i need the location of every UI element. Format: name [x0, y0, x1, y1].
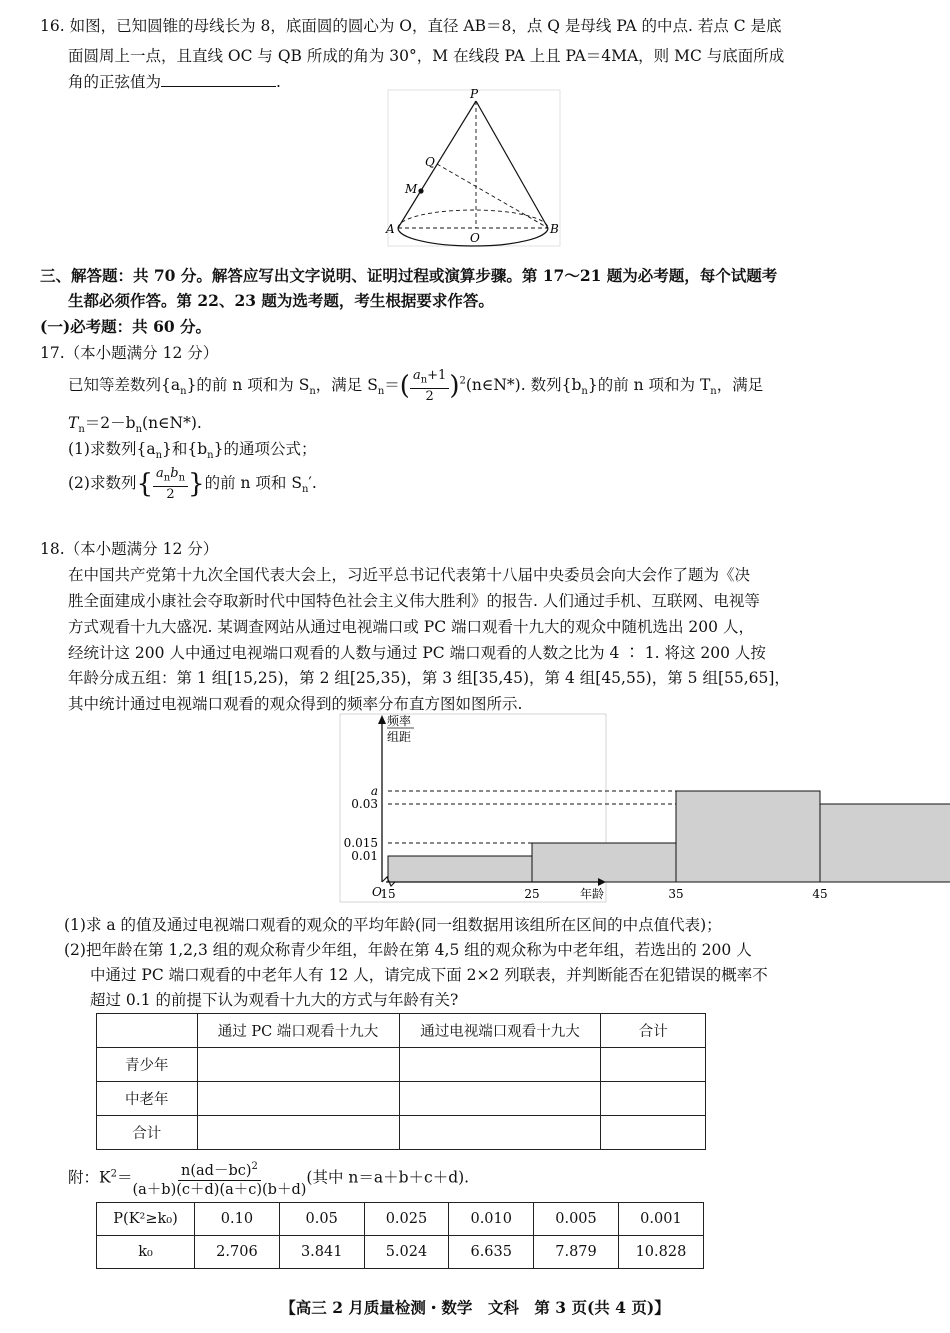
x-tick-label: 35: [668, 887, 684, 901]
appendix-formula: 附：$K^2=$ $\frac{n(ad-bc)^2}{(a+b)(c+d)(a+c)(b+d)}$ (其中 n＝a＋b＋c＋d).: [68, 1158, 469, 1199]
x-tick-label: 15: [380, 887, 396, 901]
table-header-pc: 通过 PC 端口观看十九大: [197, 1014, 399, 1048]
cell-input[interactable]: [601, 1082, 706, 1116]
label-B: B: [550, 222, 559, 236]
table-header-total: 合计: [601, 1014, 706, 1048]
q18-line-6: 其中统计通过电视端口观看的观众得到的频率分布直方图如图所示.: [68, 695, 523, 713]
y-tick-label: 0.01: [351, 849, 378, 863]
cell-input[interactable]: [399, 1082, 601, 1116]
x-axis-label: 年龄: [579, 887, 605, 901]
q18-line-1: 在中国共产党第十九次全国代表大会上，习近平总书记代表第十八届中央委员会向大会作了题为《决: [68, 566, 751, 584]
table-header-corner: [97, 1014, 198, 1048]
q18-line-4: 经统计这 200 人中通过电视端口观看的人数与通过 PC 端口观看的人数之比为 4 ∶ 1. 将这 200 人按: [68, 644, 766, 662]
q16-line-3-end: .: [276, 73, 281, 91]
k-critical-table: [96, 1202, 704, 1269]
q18-part-2-line-1: (2)把年龄在第 1,2,3 组的观众称青少年组，年龄在第 4,5 组的观众称为中老年组，若选出的 200 人: [64, 941, 752, 959]
cone-diagram: [380, 88, 570, 248]
p-value: 0.025: [364, 1203, 449, 1236]
q18-line-5: 年龄分成五组：第 1 组[15,25)，第 2 组[25,35)，第 3 组[35,45)，第 4 组[45,55)，第 5 组[55,65]，: [68, 669, 790, 687]
table-header-tv: 通过电视端口观看十九大: [399, 1014, 601, 1048]
q18-part-1: (1)求 a 的值及通过电视端口观看的观众的平均年龄(同一组数据用该组所在区间的中点值代表)；: [64, 916, 722, 934]
row-label-total: 合计: [97, 1116, 198, 1150]
cell-input[interactable]: [197, 1116, 399, 1150]
k-value: 6.635: [449, 1236, 534, 1269]
histogram-bar: [820, 804, 950, 882]
p-value: 0.001: [618, 1203, 703, 1236]
x-tick-label: 45: [812, 887, 828, 901]
cell-input[interactable]: [399, 1048, 601, 1082]
y-tick-label: a: [370, 784, 378, 798]
k-value: 2.706: [195, 1236, 280, 1269]
section3-line-2: 生都必须作答。第 22、23 题为选考题，考生根据要求作答。: [68, 291, 494, 310]
cell-input[interactable]: [601, 1048, 706, 1082]
histogram-bar: [532, 843, 676, 882]
table-row: [97, 1116, 706, 1150]
cell-input[interactable]: [399, 1116, 601, 1150]
label-A: A: [386, 222, 395, 236]
row-label-youth: 青少年: [97, 1048, 198, 1082]
y-tick-label: 0.015: [343, 836, 378, 850]
table-row: [97, 1082, 706, 1116]
answer-blank[interactable]: [161, 72, 276, 87]
table-row: [97, 1236, 704, 1269]
p-value: 0.005: [534, 1203, 619, 1236]
k-value: 5.024: [364, 1236, 449, 1269]
table-row: [97, 1048, 706, 1082]
origin-label: O: [372, 885, 382, 899]
section3-line-3: (一)必考题：共 60 分。: [40, 317, 212, 336]
q18-line-3: 方式观看十九大盛况. 某调查网站从通过电视端口或 PC 端口观看十九大的观众中随机选出 200 人，: [68, 618, 754, 636]
p-value: 0.10: [195, 1203, 280, 1236]
q17-part-1: (1)求数列$\{a_n\}$和$\{b_n\}$的通项公式；: [68, 440, 317, 462]
q16-line-2: 面圆周上一点，且直线 OC 与 QB 所成的角为 30°，M 在线段 PA 上且 PA＝4MA，则 MC 与底面所成: [68, 47, 785, 65]
cell-input[interactable]: [197, 1082, 399, 1116]
q16-line-3: [68, 70, 281, 92]
k-value: 7.879: [534, 1236, 619, 1269]
label-Q: Q: [425, 155, 435, 169]
q16-line-1: 16. 如图，已知圆锥的母线长为 8，底面圆的圆心为 O，直径 AB＝8，点 Q 是母线 PA 的中点. 若点 C 是底: [40, 17, 782, 35]
q17-fraction: $\frac{a_n+1}{2}$: [410, 368, 449, 404]
p-row-label: P(K²≥k₀): [97, 1203, 195, 1236]
x-tick-label: 25: [524, 887, 540, 901]
q18-part-2-line-3: 超过 0.1 的前提下认为观看十九大的方式与年龄有关?: [90, 991, 459, 1009]
cell-input[interactable]: [601, 1116, 706, 1150]
q18-line-2: 胜全面建成小康社会夺取新时代中国特色社会主义伟大胜利》的报告. 人们通过手机、互联网、电视等: [68, 592, 760, 610]
k2-denominator: (a＋b)(c＋d)(a＋c)(b＋d): [132, 1181, 307, 1198]
section3-line-1: 三、解答题：共 70 分。解答应写出文字说明、证明过程或演算步骤。第 17～21 题为必考题，每个试题考: [40, 266, 778, 285]
page-footer: 【高三 2 月质量检测・数学 文科 第 3 页(共 4 页)】: [280, 1298, 670, 1317]
q18-head: 18.（本小题满分 12 分）: [40, 540, 219, 558]
q17-head: 17.（本小题满分 12 分）: [40, 344, 219, 362]
row-label-middle-aged: 中老年: [97, 1082, 198, 1116]
y-tick-label: 0.03: [351, 797, 378, 811]
q17-part-2: (2)求数列{ $\frac{a_nb_n}{2}$ }的前 n 项和 $S_n'$.: [68, 466, 317, 502]
label-M: M: [405, 182, 418, 196]
q16-line-3-text: 角的正弦值为: [68, 73, 162, 91]
q17-line-2: $T_n=2-b_n(n\in N*)$.: [68, 414, 202, 436]
p-value: 0.010: [449, 1203, 534, 1236]
label-O: O: [470, 231, 480, 245]
y-axis-label-top: 频率: [387, 714, 412, 728]
q18-part-2-line-2: 中通过 PC 端口观看的中老年人有 12 人，请完成下面 2×2 列联表，并判断能否在犯错误的概率不: [90, 966, 768, 984]
histogram-chart: [330, 712, 828, 904]
k-value: 3.841: [279, 1236, 364, 1269]
label-P: P: [470, 87, 479, 101]
histogram-bar: [388, 856, 532, 882]
k-value: 10.828: [618, 1236, 703, 1269]
q17-part2-fraction: $\frac{a_nb_n}{2}$: [153, 466, 188, 502]
p-value: 0.05: [279, 1203, 364, 1236]
y-axis-label-bottom: 组距: [387, 730, 412, 744]
q17-line-1: 已知等差数列$\{a_n\}$的前 n 项和为 $S_n$，满足 $S_n=$( $\frac{a_n+1}{2}$ )$^2$(n∈N*). 数列$\{b_n\}$的前 n 项和为 $T_n$，满足: [68, 368, 764, 404]
cell-input[interactable]: [197, 1048, 399, 1082]
contingency-table: [96, 1013, 706, 1150]
k2-numerator: $n(ad-bc)^2$: [178, 1158, 261, 1181]
table-row: [97, 1203, 704, 1236]
histogram-bar: [676, 791, 820, 882]
k2-fraction: [132, 1158, 306, 1199]
y-axis-arrow: [378, 715, 386, 724]
k-row-label: k₀: [97, 1236, 195, 1269]
